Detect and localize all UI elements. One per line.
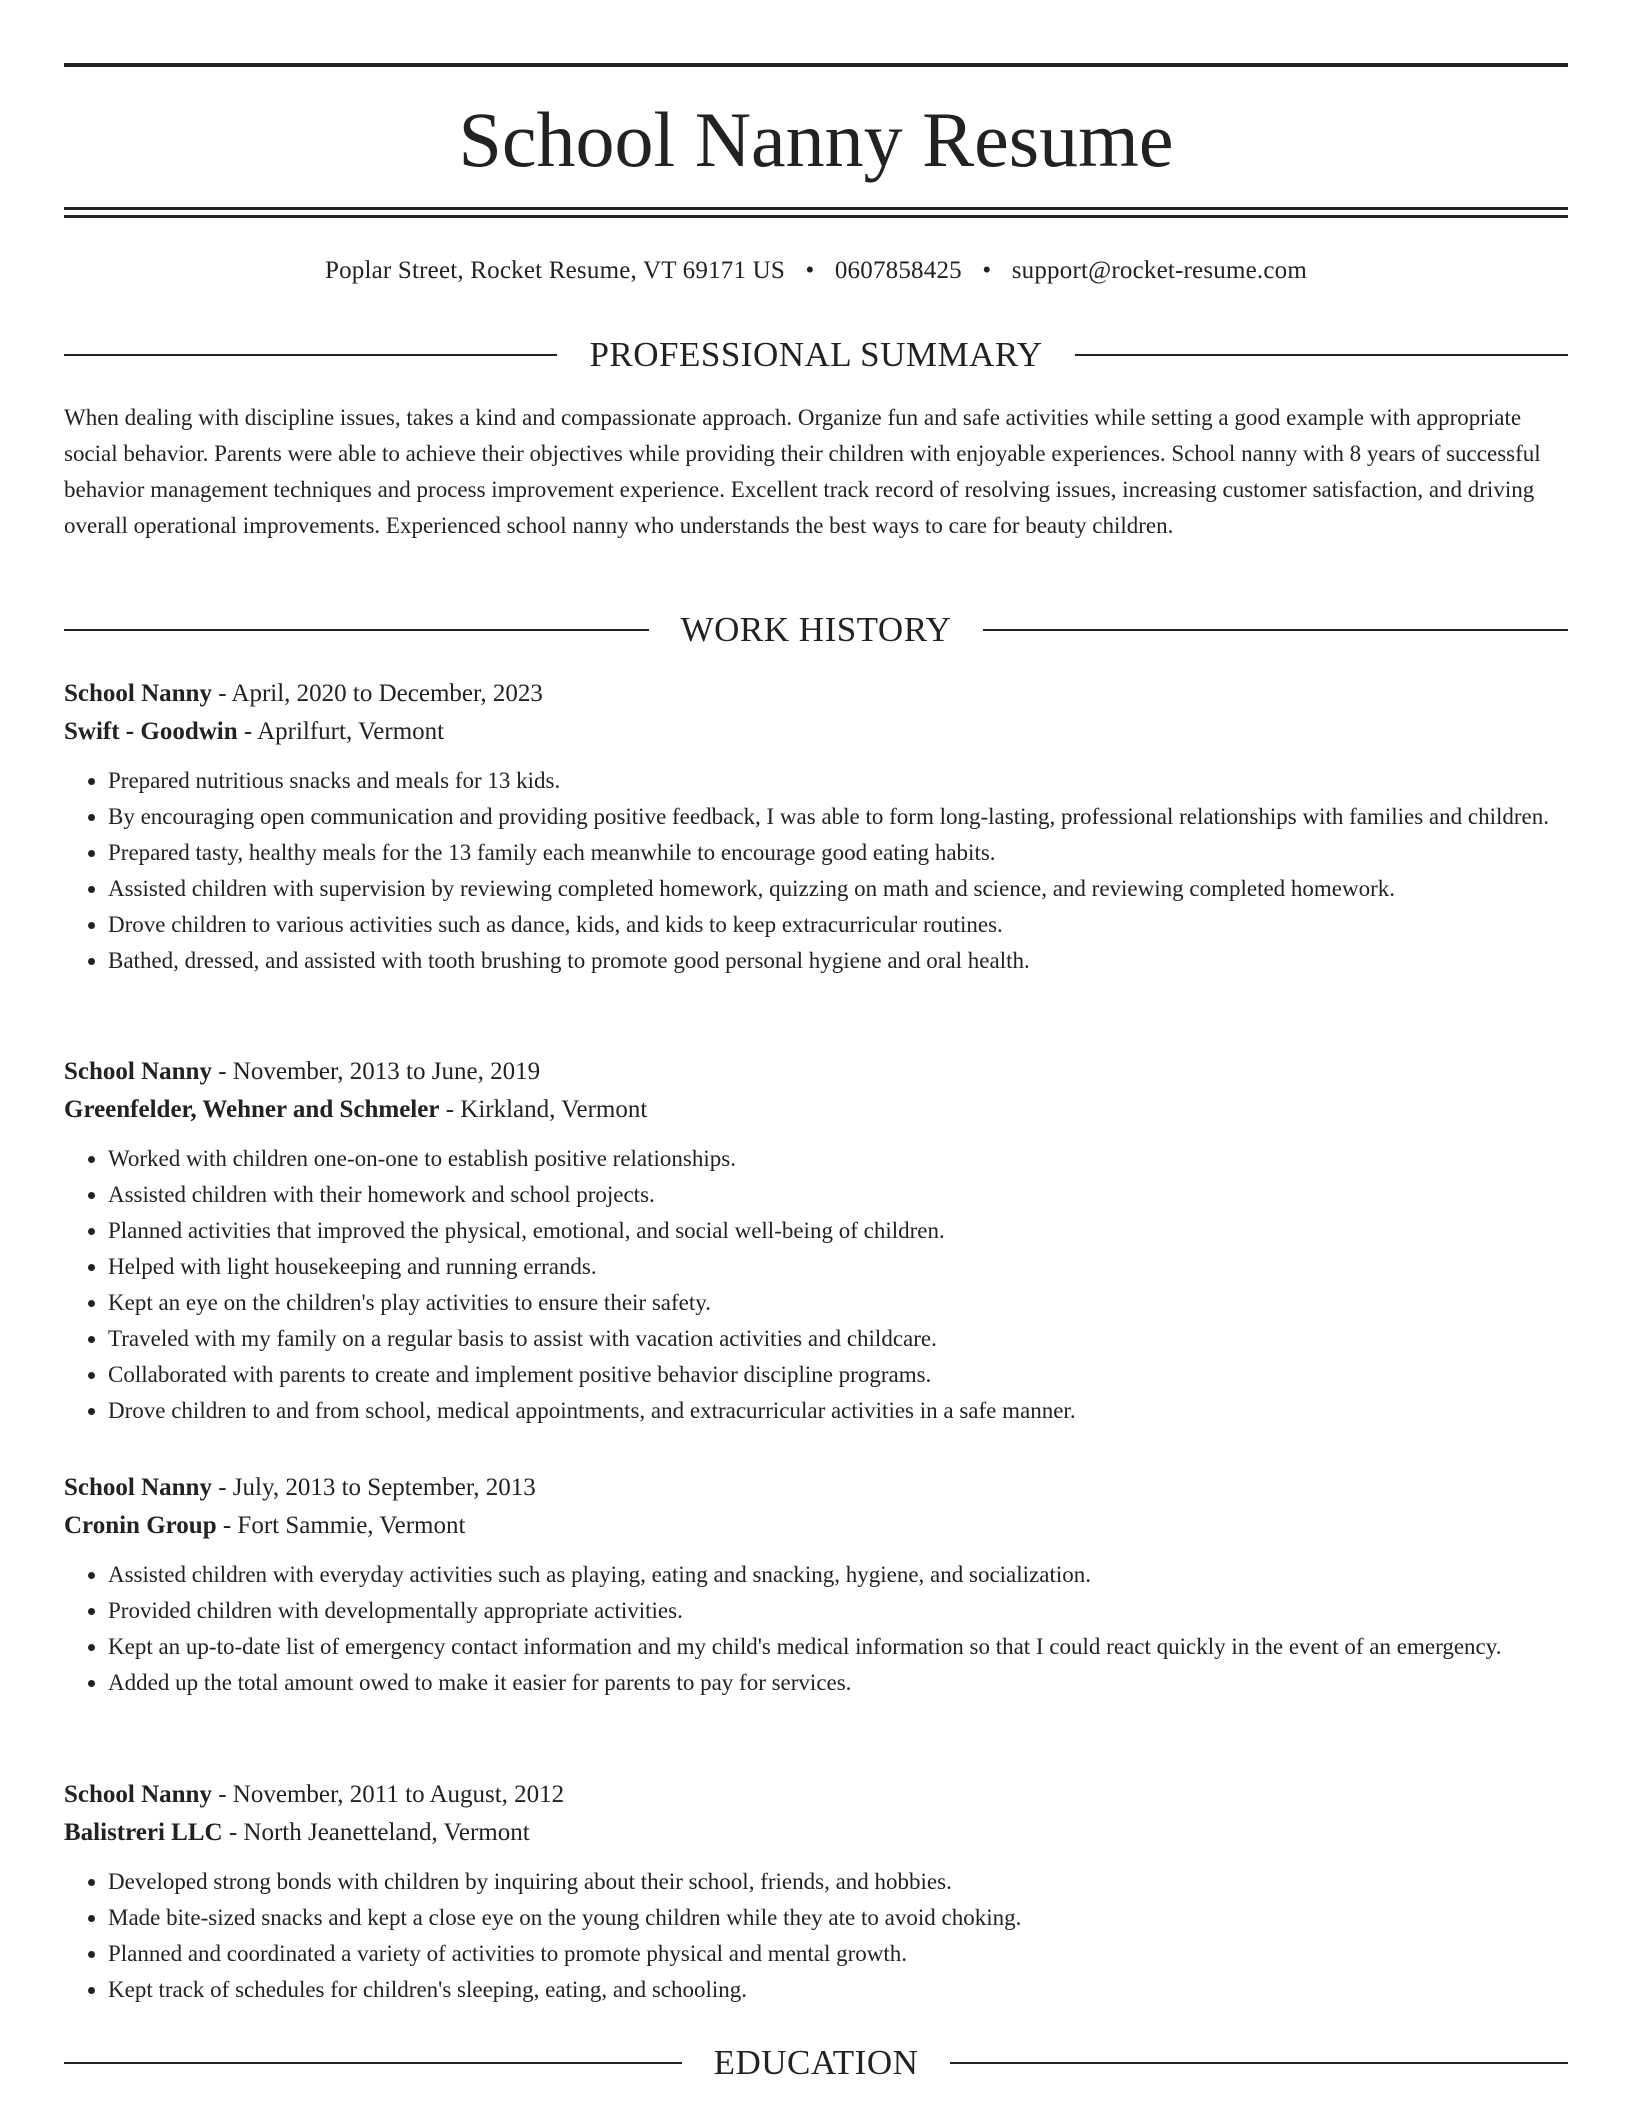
job-duties-list	[64, 763, 1568, 979]
list-item: • Assisted children with everyday activities such as playing, eating and snacking, hygiene, and socialization.	[108, 1557, 1568, 1593]
work-history-heading-label: WORK HISTORY	[680, 610, 952, 649]
contact-address: Poplar Street, Rocket Resume, VT 69171 US	[324, 257, 785, 284]
job-company: Swift - Goodwin	[64, 718, 238, 745]
work-history-heading	[64, 608, 1568, 652]
list-item: • Planned and coordinated a variety of activities to promote physical and mental growth.	[108, 1936, 1568, 1972]
job-duties-list	[64, 1141, 1568, 1429]
list-item: • Helped with light housekeeping and running errands.	[108, 1249, 1568, 1285]
list-item: • Kept an up-to-date list of emergency contact information and my child's medical information so that I could react quickly in the event of an emergency.	[108, 1629, 1568, 1665]
list-item: • Drove children to various activities such as dance, kids, and kids to keep extracurricular routines.	[108, 907, 1568, 943]
job-location: - Aprilfurt, Vermont	[237, 718, 445, 745]
list-item: • Provided children with developmentally appropriate activities.	[108, 1593, 1568, 1629]
list-item: • Assisted children with their homework and school projects.	[108, 1177, 1568, 1213]
job-location: - North Jeanetteland, Vermont	[222, 1819, 530, 1846]
contact-email: support@rocket-resume.com	[1011, 257, 1308, 284]
top-rule	[64, 63, 1568, 67]
job-title: School Nanny	[64, 1058, 212, 1085]
job-duties-list	[64, 1864, 1568, 2008]
summary-heading-label: PROFESSIONAL SUMMARY	[589, 335, 1043, 374]
education-heading	[64, 2041, 1568, 2085]
job-dates: - April, 2020 to December, 2023	[211, 680, 543, 707]
job-duties-list	[64, 1557, 1568, 1701]
contact-phone: 0607858425	[834, 257, 962, 284]
list-item: • Kept track of schedules for children's sleeping, eating, and schooling.	[108, 1972, 1568, 2008]
job-location: - Kirkland, Vermont	[439, 1096, 648, 1123]
contact-separator: •	[805, 257, 815, 284]
job-title: School Nanny	[64, 1781, 212, 1808]
job-entry	[64, 1776, 1568, 2008]
list-item: • Bathed, dressed, and assisted with tooth brushing to promote good personal hygiene and oral health.	[108, 943, 1568, 979]
job-entry	[64, 1469, 1568, 1701]
list-item: • By encouraging open communication and providing positive feedback, I was able to form long-lasting, professional relationships with families and children.	[108, 799, 1568, 835]
list-item: • Prepared tasty, healthy meals for the 13 family each meanwhile to encourage good eating habits.	[108, 835, 1568, 871]
job-title: School Nanny	[64, 1474, 212, 1501]
job-entry	[64, 675, 1568, 979]
list-item: • Collaborated with parents to create and implement positive behavior discipline programs.	[108, 1357, 1568, 1393]
list-item: • Prepared nutritious snacks and meals for 13 kids.	[108, 763, 1568, 799]
list-item: • Kept an eye on the children's play activities to ensure their safety.	[108, 1285, 1568, 1321]
contact-line	[64, 254, 1568, 288]
list-item: • Planned activities that improved the physical, emotional, and social well-being of children.	[108, 1213, 1568, 1249]
professional-summary: When dealing with discipline issues, takes a kind and compassionate approach. Organize fun and safe activities while setting a good example with appropriate social behavior. Parents were able to achieve their objectives while providing their children with enjoyable experiences. School nanny with 8 years of successful behavior management techniques and process improvement experience. Excellent track record of resolving issues, increasing customer satisfaction, and driving overall operational improvements. Experienced school nanny who understands the best ways to care for beauty children.	[64, 405, 1541, 538]
education-heading-label: EDUCATION	[713, 2043, 919, 2082]
job-dates: - July, 2013 to September, 2013	[211, 1474, 536, 1501]
list-item: • Worked with children one-on-one to establish positive relationships.	[108, 1141, 1568, 1177]
job-company: Balistreri LLC	[64, 1819, 223, 1846]
list-item: • Added up the total amount owed to make it easier for parents to pay for services.	[108, 1665, 1568, 1701]
resume-title: School Nanny Resume	[458, 96, 1174, 183]
list-item: • Assisted children with supervision by reviewing completed homework, quizzing on math and science, and reviewing completed homework.	[108, 871, 1568, 907]
title-double-rule	[64, 207, 1568, 219]
list-item: • Traveled with my family on a regular basis to assist with vacation activities and childcare.	[108, 1321, 1568, 1357]
list-item: • Drove children to and from school, medical appointments, and extracurricular activities in a safe manner.	[108, 1393, 1568, 1429]
job-dates: - November, 2013 to June, 2019	[211, 1058, 541, 1085]
job-location: - Fort Sammie, Vermont	[216, 1512, 466, 1539]
job-company: Greenfelder, Wehner and Schmeler	[64, 1096, 440, 1123]
job-title: School Nanny	[64, 680, 212, 707]
summary-heading	[64, 333, 1568, 377]
list-item: • Developed strong bonds with children by inquiring about their school, friends, and hobbies.	[108, 1864, 1568, 1900]
job-company: Cronin Group	[64, 1512, 217, 1539]
contact-separator: •	[982, 257, 992, 284]
job-dates: - November, 2011 to August, 2012	[211, 1781, 565, 1808]
job-entry	[64, 1053, 1568, 1429]
list-item: • Made bite-sized snacks and kept a close eye on the young children while they ate to avoid choking.	[108, 1900, 1568, 1936]
